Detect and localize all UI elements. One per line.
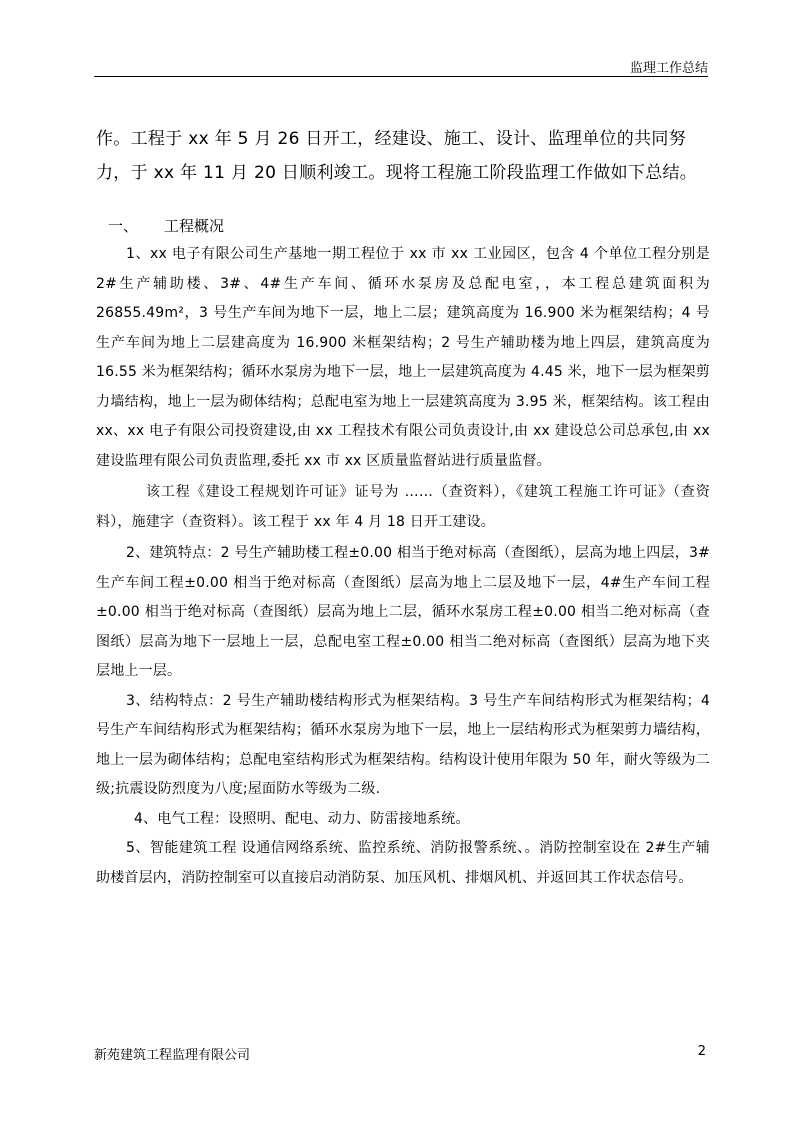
electrical-paragraph: 4、电气工程：设照明、配电、动力、防雷接地系统。: [134, 810, 470, 827]
intro-paragraph: 作。工程于 xx 年 5 月 26 日开工，经建设、施工、设计、监理单位的共同努力，于 xx 年 11 月 20 日顺利竣工。现将工程施工阶段监理工作做如下总结。: [96, 129, 698, 183]
footer-company-name: 新苑建筑工程监理有限公司: [94, 1048, 251, 1063]
overview-paragraph: 1、xx 电子有限公司生产基地一期工程位于 xx 市 xx 工业园区，包含 4 个单位工程分别是 2#生产辅助楼、3#、4#生产车间、循环水泵房及总配电室，，本工程总建筑面积为 26855.49m²，3 号生产车间为地下一层，地上二层；建筑高度为 16.900 米为框架结构；4 号生产车间为地上二层建高度为 16.900 米框架结构；2 号生产辅助楼为地上四层，建筑高度为 16.55 米为框架结构；循环水泵房为地下一层，地上一层建筑高度为 4.45 米，地下一层为框架剪力墙结构，地上一层为砌体结构；总配电室为地上一层建筑高度为 3.95 米，框架结构。该工程由 xx、xx 电子有限公司投资建设,由 xx 工程技术有限公司负责设计,由 xx 建设总公司总承包,由 xx 建设监理有限公司负责监理,委托 xx 市 xx 区质量监督站进行质量监督。: [96, 246, 710, 469]
header-title: 监理工作总结: [629, 61, 708, 76]
page-number: 2: [697, 1044, 706, 1059]
section-heading: [96, 212, 710, 240]
architecture-paragraph: 2、建筑特点：2 号生产辅助楼工程±0.00 相当于绝对标高（查图纸），层高为地上四层，3#生产车间工程±0.00 相当于绝对标高（查图纸）层高为地上二层及地下一层，4#生产车间工程±0.00 相当于绝对标高（查图纸）层高为地上二层，循环水泵房工程±0.00 相当二绝对标高（查图纸）层高为地下一层地上一层，总配电室工程±0.00 相当二绝对标高（查图纸）层高为地下夹层地上一层。: [96, 545, 710, 679]
header-divider: [94, 76, 708, 77]
page-body: [96, 122, 710, 893]
permit-paragraph: 该工程《建设工程规划许可证》证号为 ……（查资料），《建筑工程施工许可证》（查资料），施建字（查资料）。该工程于 xx 年 4 月 18 日开工建设。: [96, 484, 710, 530]
section-number: 一、: [108, 217, 139, 235]
section-title: 工程概况: [164, 217, 225, 235]
structure-paragraph: 3、结构特点：2 号生产辅助楼结构形式为框架结构。3 号生产车间结构形式为框架结构；4 号生产车间结构形式为框架结构；循环水泵房为地下一层，地上一层结构形式为框架剪力墙结构，地上一层为砌体结构；总配电室结构形式为框架结构。结构设计使用年限为 50 年，耐火等级为二级;抗震设防烈度为八度;屋面防水等级为二级.: [96, 692, 710, 797]
intelligent-building-paragraph: 5、智能建筑工程 设通信网络系统、监控系统、消防报警系统、。消防控制室设在 2#生产辅助楼首层内，消防控制室可以直接启动消防泵、加压风机、排烟风机、并返回其工作状态信号。: [96, 840, 710, 886]
